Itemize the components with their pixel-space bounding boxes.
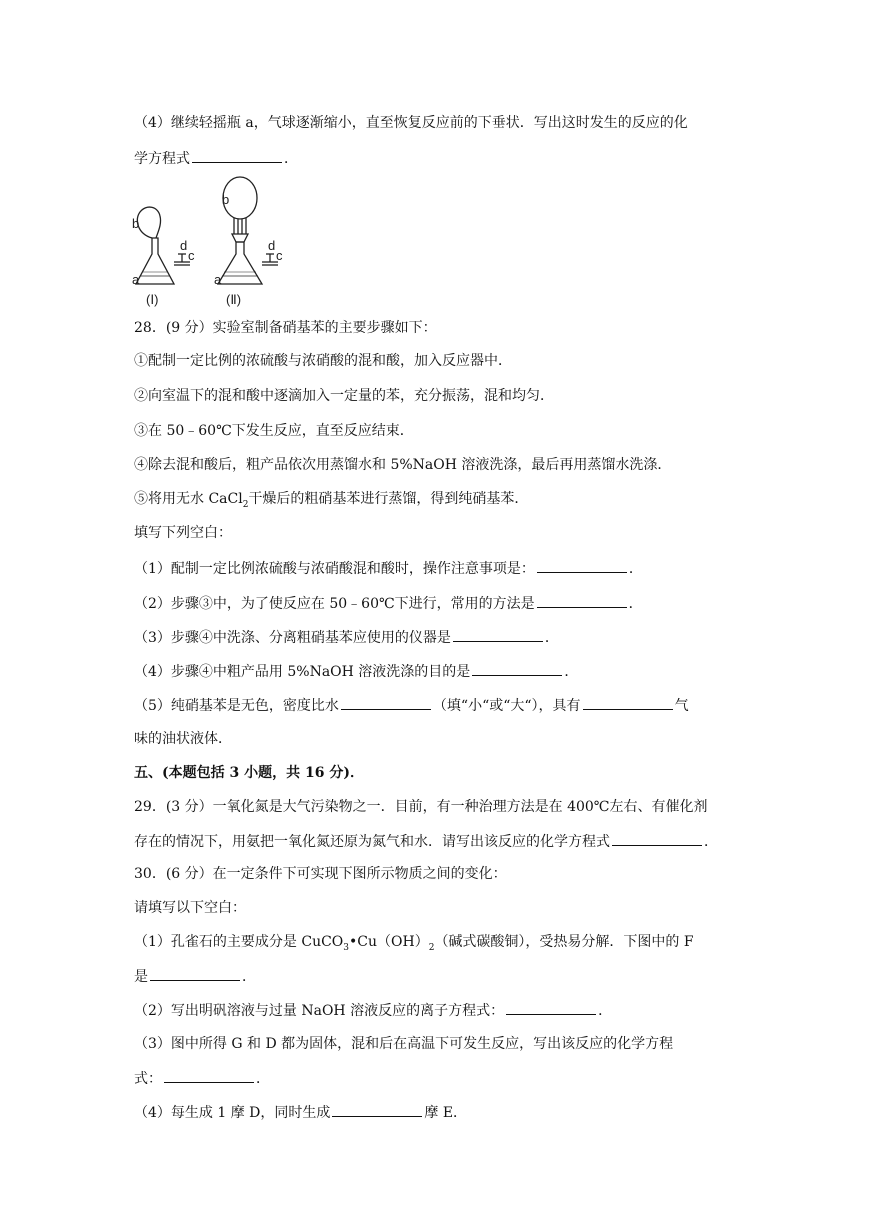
q30-fill-prompt: 请填写以下空白： [134,900,246,916]
caption-left: (Ⅰ) [146,292,159,307]
answer-blank[interactable] [537,593,627,608]
answer-blank[interactable] [472,661,562,676]
q28-fill-prompt: 填写下列空白： [134,525,232,541]
answer-blank[interactable] [612,831,702,846]
q28-part3: （3）步骤④中洗涤、分离粗硝基苯应使用的仪器是 ． [134,627,559,648]
q28-part5-line2: 味的油状液体． [134,731,232,747]
q28-step2: ②向室温下的混和酸中逐滴加入一定量的苯，充分振荡，混和均匀． [134,388,554,404]
answer-blank[interactable] [453,627,543,642]
q29-line1: 29．(3 分）一氧化氮是大气污染物之一．目前，有一种治理方法是在 400℃左右、有催化剂 [134,799,708,815]
label-b-right: b [222,192,230,207]
q28-part2: （2）步骤③中，为了使反应在 50﹣60℃下进行，常用的方法是 ． [134,593,643,614]
q30-part1-line2: 是 ． [134,966,256,987]
q28-step4: ④除去混和酸后，粗产品依次用蒸馏水和 5%NaOH 溶液洗涤，最后再用蒸馏水洗涤． [134,457,672,473]
q28-step3: ③在 50﹣60℃下发生反应，直至反应结束． [134,423,414,439]
label-b-left: b [132,216,140,231]
answer-blank[interactable] [164,1068,254,1083]
label-a-right: a [214,272,222,287]
q30-part2: （2）写出明矾溶液与过量 NaOH 溶液反应的离子方程式： ． [134,1000,612,1021]
answer-blank[interactable] [583,695,673,710]
q28-part1: （1）配制一定比例浓硫酸与浓硝酸混和酸时，操作注意事项是： ． [134,558,643,579]
q30-part1: （1）孔雀石的主要成分是 $CuCO_3•Cu(OH)_2$（碱式碳酸铜），受热易分解．下图中的 F [134,934,694,953]
flask-left [136,238,174,284]
q28-part4: （4）步骤④中粗产品用 5%NaOH 溶液洗涤的目的是 ． [134,661,578,682]
answer-blank[interactable] [332,1102,422,1117]
label-c-right: c [276,248,283,263]
q27-part4-line1: （4）继续轻摇瓶 a，气球逐渐缩小，直至恢复反应前的下垂状．写出这时发生的反应的化 [134,115,688,131]
answer-blank[interactable] [341,695,431,710]
q30-header: 30．(6 分）在一定条件下可实现下图所示物质之间的变化： [134,866,507,882]
section5-header: 五、(本题包括 3 小题，共 16 分)． [134,765,364,781]
q30-part4: （4）每生成 1 摩 D，同时生成 摩 E． [134,1102,467,1123]
q27-part4-line2: 学方程式 ． [134,148,298,169]
balloon-left-collapsed [137,207,160,238]
answer-blank[interactable] [150,966,240,981]
caption-right: (Ⅱ) [226,292,242,307]
q28-part5: （5）纯硝基苯是无色，密度比水 （填“小“或“大“），具有 气 [134,695,689,716]
answer-blank[interactable] [506,1000,596,1015]
q28-step1: ①配制一定比例的浓硫酸与浓硝酸的混和酸，加入反应器中． [134,353,512,369]
label-a-left: a [132,272,140,287]
q28-header: 28．(9 分）实验室制备硝基苯的主要步骤如下： [134,320,437,336]
apparatus-figure [130,176,290,308]
q29-line2: 存在的情况下，用氨把一氧化氮还原为氮气和水．请写出该反应的化学方程式 ． [134,831,718,852]
q30-part3-line2: 式： ． [134,1068,270,1089]
answer-blank[interactable] [537,558,627,573]
answer-blank[interactable] [192,148,282,163]
q30-part3: （3）图中所得 G 和 D 都为固体，混和后在高温下可发生反应，写出该反应的化学方程 [134,1036,674,1052]
label-d-left: d [180,238,188,253]
label-c-left: c [188,248,195,263]
flask-right [218,242,262,284]
label-d-right: d [268,238,276,253]
q28-step5: ⑤将用无水 CaCl$_2$干燥后的粗硝基苯进行蒸馏，得到纯硝基苯． [134,491,529,510]
